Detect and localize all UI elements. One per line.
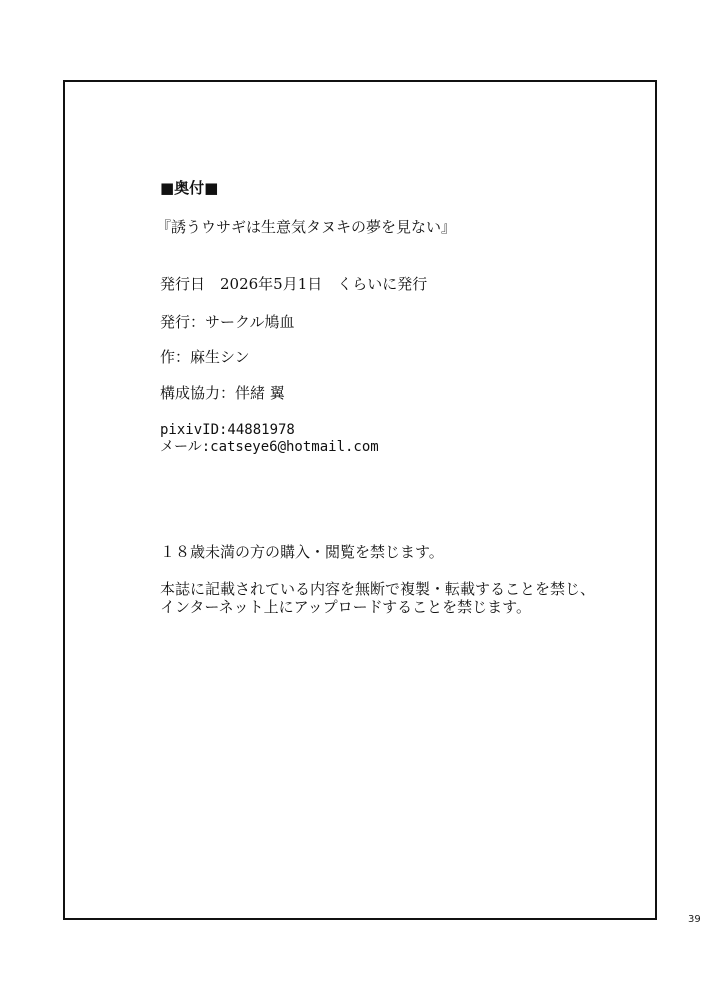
author: 作：麻生シン <box>160 348 250 366</box>
cooperation-credit: 構成協力：伴緒 翼 <box>160 384 285 402</box>
reproduction-notice-line-1: 本誌に記載されている内容を無断で複製・転載することを禁じ、 <box>160 580 596 598</box>
release-date: 発行日 2026年5月1日 くらいに発行 <box>160 275 428 293</box>
reproduction-notice-line-2: インターネット上にアップロードすることを禁じます。 <box>160 598 531 616</box>
age-restriction-notice: １８歳未満の方の購入・閲覧を禁じます。 <box>160 543 444 561</box>
book-title: 『誘うウサギは生意気タヌキの夢を見ない』 <box>156 218 457 236</box>
colophon-heading: ■奥付■ <box>160 179 219 197</box>
page-number: 39 <box>688 914 701 925</box>
publisher: 発行：サークル鳩血 <box>160 313 295 331</box>
contact-email: メール:catseye6@hotmail.com <box>160 439 379 455</box>
pixiv-id: pixivID:44881978 <box>160 422 295 438</box>
page-frame <box>63 80 657 920</box>
